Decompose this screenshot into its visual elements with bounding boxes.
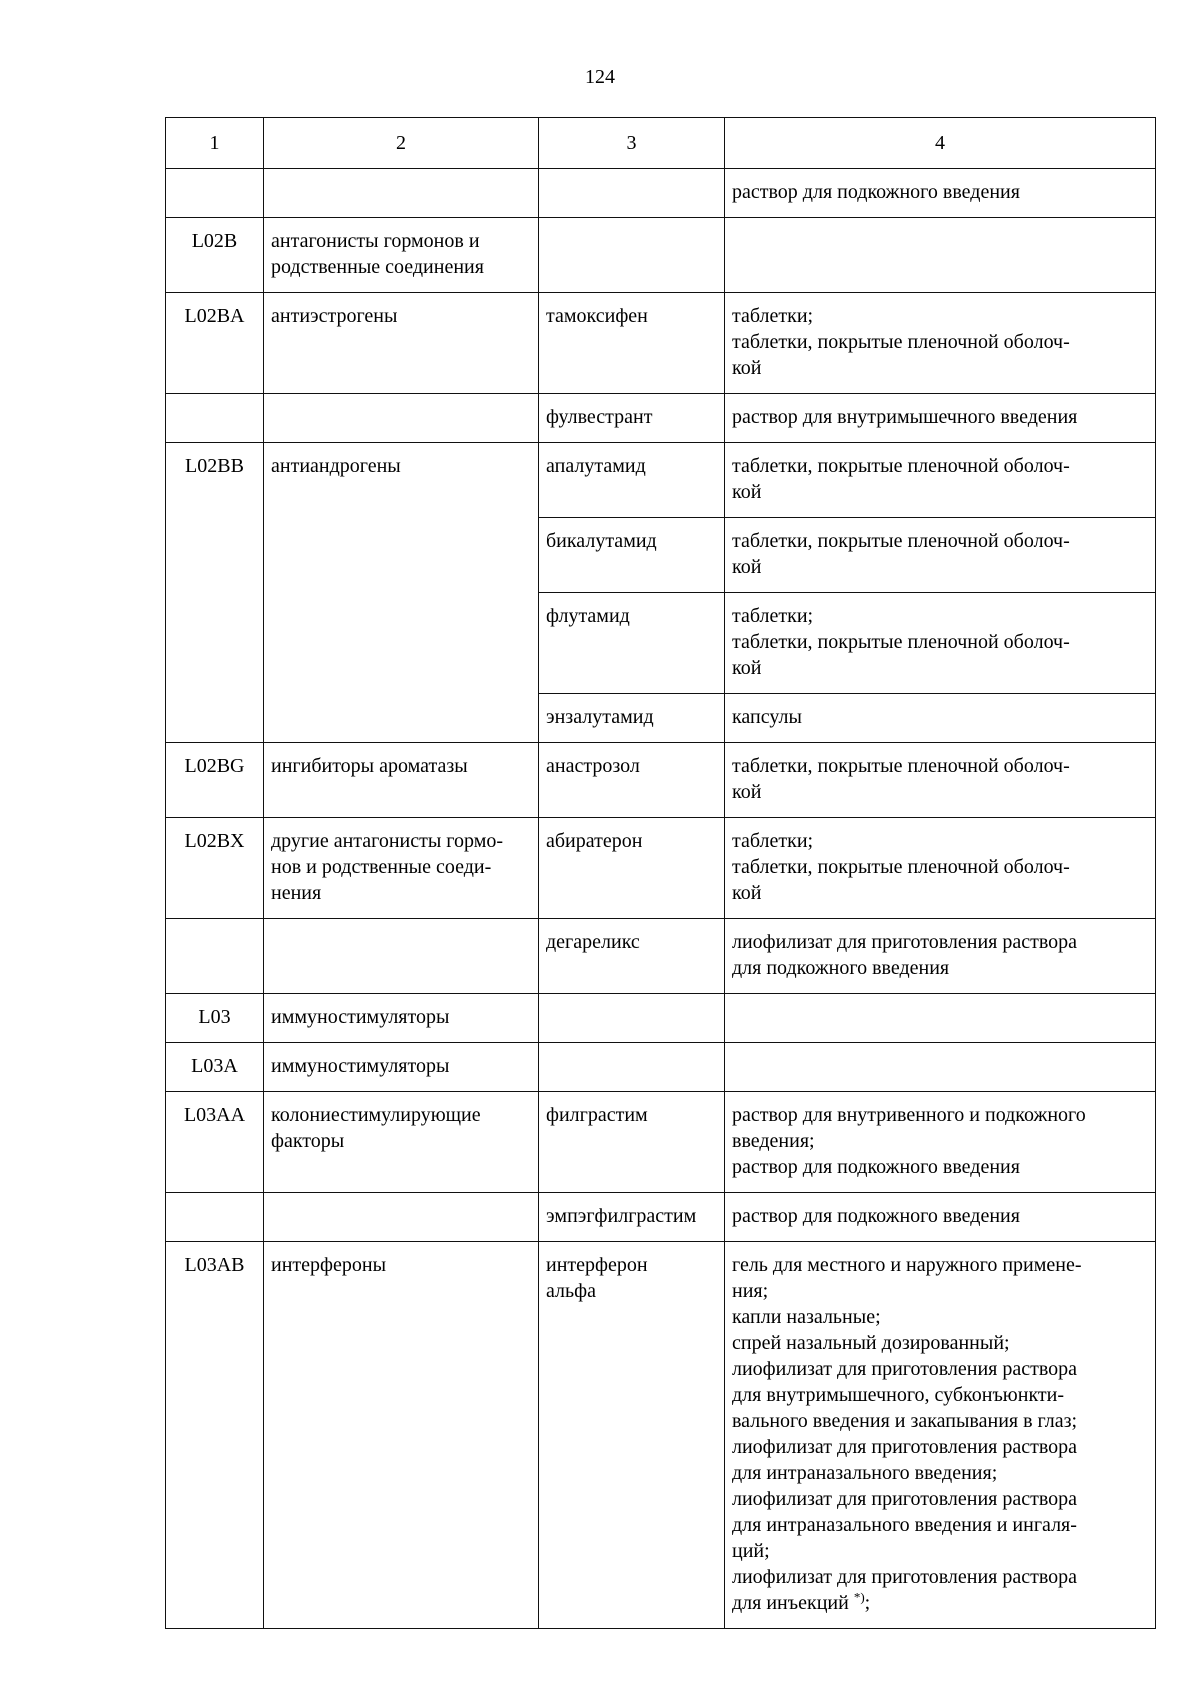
dosage-form-cell [725, 1043, 1156, 1092]
drug-cell: тамоксифен [539, 293, 725, 394]
column-header: 3 [539, 118, 725, 169]
drug-table [165, 117, 1156, 1629]
table-row [166, 743, 1156, 818]
group-cell: колониестимулирующие факторы [264, 1092, 539, 1193]
dosage-form-cell [725, 218, 1156, 293]
drug-cell: фулвестрант [539, 394, 725, 443]
table-row [166, 818, 1156, 919]
table-header-row [166, 118, 1156, 169]
table-row [166, 1242, 1156, 1629]
drug-cell [539, 1043, 725, 1092]
atc-code-cell: L03A [166, 1043, 264, 1092]
table-row [166, 218, 1156, 293]
atc-code-cell: L03 [166, 994, 264, 1043]
table-row [166, 994, 1156, 1043]
column-header: 4 [725, 118, 1156, 169]
drug-cell [539, 994, 725, 1043]
page-number: 124 [585, 66, 615, 88]
dosage-form-cell: таблетки; таблетки, покрытые пленочной оболоч- кой [725, 593, 1156, 694]
drug-cell: бикалутамид [539, 518, 725, 593]
dosage-form-cell: капсулы [725, 694, 1156, 743]
atc-code-cell [166, 394, 264, 443]
atc-code-cell [166, 169, 264, 218]
footnote-marker: *) [853, 1589, 865, 1605]
group-cell: антагонисты гормонов и родственные соединения [264, 218, 539, 293]
group-cell: антиандрогены [264, 443, 539, 743]
group-cell [264, 919, 539, 994]
drug-cell [539, 169, 725, 218]
atc-code-cell: L02BG [166, 743, 264, 818]
table-row [166, 1043, 1156, 1092]
atc-code-cell: L03AB [166, 1242, 264, 1629]
dosage-form-tail: ; [864, 1592, 871, 1614]
table-row [166, 1092, 1156, 1193]
table-row [166, 1193, 1156, 1242]
group-cell: иммуностимуляторы [264, 1043, 539, 1092]
dosage-form-cell [725, 1242, 1156, 1629]
dosage-form-cell: лиофилизат для приготовления раствора для подкожного введения [725, 919, 1156, 994]
dosage-form-text: гель для местного и наружного примене- ния; капли назальные; спрей назальный дозированный; лиофилизат для приготовления раствора для внутримышечного, субконъюнкти- вального введения и закапывания в глаз; лиофилизат для приготовления раствора для интраназального введения; лиофилизат для приготовления раствора для интраназального введения и ингаля- ций; лиофилизат для приготовления раствора для инъекций [732, 1254, 1082, 1614]
atc-code-cell [166, 919, 264, 994]
atc-code-cell: L02BB [166, 443, 264, 743]
dosage-form-cell: таблетки; таблетки, покрытые пленочной оболоч- кой [725, 818, 1156, 919]
table-row [166, 919, 1156, 994]
drug-cell: энзалутамид [539, 694, 725, 743]
atc-code-cell [166, 1193, 264, 1242]
dosage-form-cell: раствор для внутримышечного введения [725, 394, 1156, 443]
dosage-form-cell [725, 994, 1156, 1043]
dosage-form-cell: таблетки; таблетки, покрытые пленочной оболоч- кой [725, 293, 1156, 394]
group-cell [264, 169, 539, 218]
drug-cell: абиратерон [539, 818, 725, 919]
drug-cell: анастрозол [539, 743, 725, 818]
table-row [166, 169, 1156, 218]
group-cell: антиэстрогены [264, 293, 539, 394]
dosage-form-cell: раствор для подкожного введения [725, 1193, 1156, 1242]
drug-cell: флутамид [539, 593, 725, 694]
column-header: 1 [166, 118, 264, 169]
group-cell: ингибиторы ароматазы [264, 743, 539, 818]
group-cell: интерфероны [264, 1242, 539, 1629]
drug-cell: филграстим [539, 1092, 725, 1193]
group-cell: иммуностимуляторы [264, 994, 539, 1043]
dosage-form-cell: таблетки, покрытые пленочной оболоч- кой [725, 743, 1156, 818]
group-cell [264, 394, 539, 443]
atc-code-cell: L02BA [166, 293, 264, 394]
drug-cell: дегареликс [539, 919, 725, 994]
dosage-form-cell: раствор для внутривенного и подкожного введения; раствор для подкожного введения [725, 1092, 1156, 1193]
table-row [166, 394, 1156, 443]
table-row [166, 293, 1156, 394]
drug-cell: эмпэгфилграстим [539, 1193, 725, 1242]
dosage-form-cell: таблетки, покрытые пленочной оболоч- кой [725, 518, 1156, 593]
atc-code-cell: L02B [166, 218, 264, 293]
group-cell [264, 1193, 539, 1242]
dosage-form-cell: раствор для подкожного введения [725, 169, 1156, 218]
drug-cell: интерферон альфа [539, 1242, 725, 1629]
drug-cell: апалутамид [539, 443, 725, 518]
atc-code-cell: L02BX [166, 818, 264, 919]
dosage-form-cell: таблетки, покрытые пленочной оболоч- кой [725, 443, 1156, 518]
table-row [166, 443, 1156, 518]
column-header: 2 [264, 118, 539, 169]
drug-cell [539, 218, 725, 293]
atc-code-cell: L03AA [166, 1092, 264, 1193]
group-cell: другие антагонисты гормо- нов и родственные соеди- нения [264, 818, 539, 919]
